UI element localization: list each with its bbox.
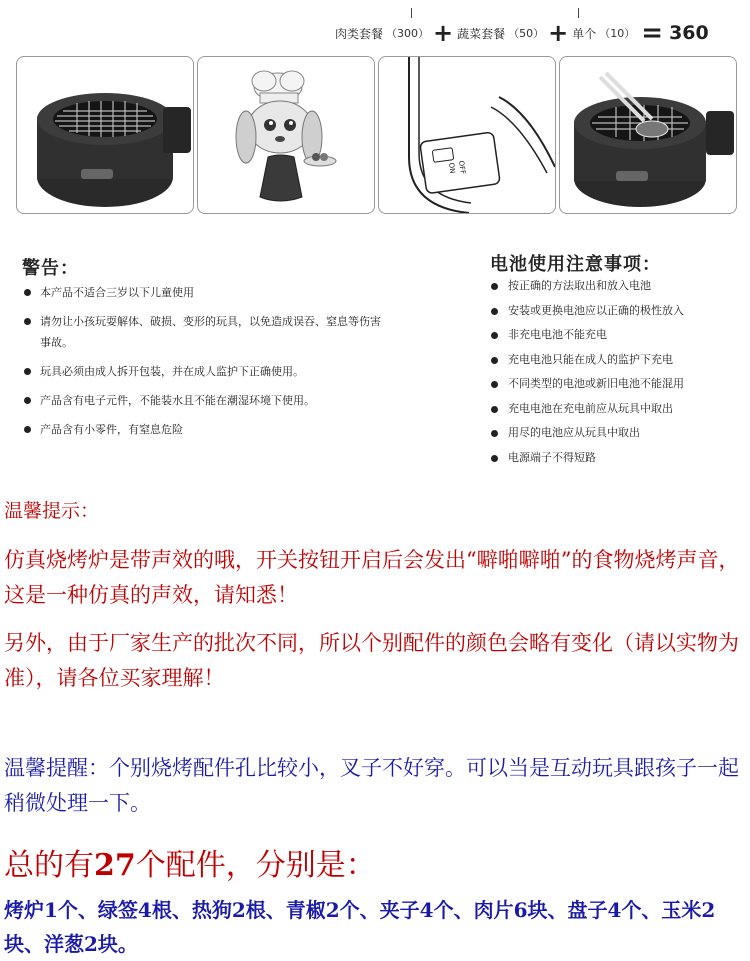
warning-item: 玩具必须由成人拆开包装，并在成人监护下正确使用。 [22, 361, 442, 382]
battery-item: 充电电池在充电前应从玩具中取出 [490, 397, 748, 422]
meat-set-count: （300） [386, 27, 430, 40]
battery-item: 充电电池只能在成人的监护下充电 [490, 348, 748, 373]
total-prefix: 总的有 [4, 848, 94, 883]
battery-item: 电源端子不得短路 [490, 446, 748, 471]
total-suffix: 个配件，分别是： [135, 848, 376, 883]
grill-tongs-image [560, 57, 736, 213]
warning-item: 请勿让小孩玩耍解体、破损、变形的玩具，以免造成误吞、窒息等伤害事故。 [22, 311, 390, 353]
single-label: 单个 [572, 26, 597, 41]
equals-sign: = [641, 18, 664, 48]
veg-set-label: 蔬菜套餐 [457, 26, 506, 41]
total-parts-heading [4, 840, 376, 884]
battery-compartment-diagram [378, 56, 556, 214]
plus-sign: + [433, 19, 454, 47]
battery-title: 电池使用注意事项： [490, 254, 661, 275]
battery-item: 按正确的方法取出和放入电池 [490, 274, 748, 299]
parts-list: 烤炉1个、绿签4根、热狗2根、青椒2个、夹子4个、肉片6块、盘子4个、玉米2块、洋葱2块。 [4, 898, 716, 956]
warning-list [22, 282, 442, 440]
color-variation-note: 另外，由于厂家生产的批次不同，所以个别配件的颜色会略有变化（请以实物为准），请各位买家理解！ [4, 631, 739, 690]
plus-sign: + [548, 19, 569, 47]
single-count: （10） [599, 27, 636, 40]
tips-title: 温馨提示： [4, 500, 100, 522]
battery-item: 安装或更换电池应以正确的极性放入 [490, 299, 748, 324]
tick-mark [578, 8, 579, 18]
grill-with-tongs-photo [559, 56, 737, 214]
sound-effect-note: 仿真烧烤炉是带声效的哦，开关按钮开启后会发出“噼啪噼啪”的食物烧烤声音，这是一种仿真的声效，请知悉！ [4, 548, 740, 607]
grill-image [17, 57, 193, 213]
grill-photo [16, 56, 194, 214]
chef-dog-image [198, 57, 374, 213]
battery-item: 不同类型的电池或新旧电池不能混用 [490, 372, 748, 397]
total-number: 360 [669, 22, 709, 44]
warning-item: 产品含有小零件，有窒息危险 [22, 419, 442, 440]
price-equation [335, 8, 745, 48]
battery-item: 用尽的电池应从玩具中取出 [490, 421, 748, 446]
warning-title: 警告： [22, 258, 79, 279]
reminder-note: 温馨提醒：个别烧烤配件孔比较小，叉子不好穿。可以当是互动玩具跟孩子一起稍微处理一下。 [4, 756, 739, 815]
tick-mark [411, 8, 412, 18]
warning-item: 产品含有电子元件，不能装水且不能在潮湿环境下使用。 [22, 390, 442, 411]
on-label: ON [447, 162, 457, 174]
veg-set-count: （50） [508, 27, 545, 40]
chef-dog-illustration [197, 56, 375, 214]
battery-item: 非充电电池不能充电 [490, 323, 748, 348]
meat-set-label: 肉类套餐 [335, 26, 384, 41]
battery-list [490, 274, 748, 470]
battery-diagram-image [379, 57, 555, 213]
off-label: OFF [457, 160, 467, 175]
total-count: 27 [94, 848, 136, 883]
warning-item: 本产品不适合三岁以下儿童使用 [22, 282, 442, 303]
